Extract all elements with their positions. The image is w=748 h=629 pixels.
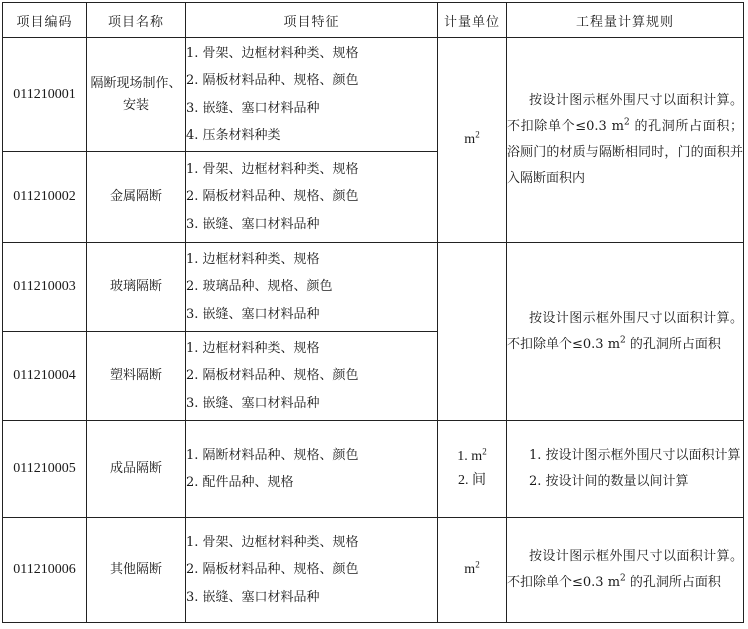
table-row: [3, 243, 744, 332]
item-features: [186, 38, 438, 152]
unit-line: 2. 间: [458, 473, 486, 488]
item-features: [186, 152, 438, 243]
table-row: [3, 518, 744, 623]
feature-line: 4. 压条材料种类: [186, 128, 281, 143]
item-name: 成品隔断: [87, 421, 186, 518]
item-name: 隔断现场制作、安装: [87, 38, 186, 152]
feature-line: 3. 嵌缝、塞口材料品种: [186, 100, 320, 116]
item-features: [186, 421, 438, 518]
feature-line: 1. 边框材料种类、规格: [186, 251, 320, 267]
item-name: 其他隔断: [87, 518, 186, 623]
table-row: [3, 38, 744, 152]
item-code: 011210003: [3, 243, 87, 332]
feature-line: 2. 隔板材料品种、规格、颜色: [186, 368, 359, 384]
unit-line: 1. $m^2$: [457, 446, 487, 464]
item-code: 011210006: [3, 518, 87, 623]
unit-cell: [438, 243, 507, 421]
rule-text: 按设计图示框外围尺寸以面积计算。不扣除单个≤0.3 $m^2$ 的孔洞所占面积；浴厕门的材质与隔断相同时，门的面积并入隔断面积内: [507, 93, 744, 186]
feature-line: 1. 骨架、边框材料种类、规格: [186, 534, 359, 550]
rule-line: 2. 按设计间的数量以间计算: [529, 474, 689, 489]
header-unit: 计量单位: [438, 3, 507, 38]
feature-line: 1. 隔断材料品种、规格、颜色: [186, 447, 359, 463]
header-row: [3, 3, 744, 38]
unit-cell: [438, 421, 507, 518]
unit-cell: $m^2$: [438, 518, 507, 623]
spec-table: [2, 2, 744, 623]
item-features: [186, 332, 438, 421]
rule-line: 1. 按设计图示框外围尺寸以面积计算: [529, 448, 741, 463]
feature-line: 3. 嵌缝、塞口材料品种: [186, 589, 320, 605]
rule-cell: [507, 518, 744, 623]
feature-line: 3. 嵌缝、塞口材料品种: [186, 306, 320, 322]
item-features: [186, 518, 438, 623]
feature-line: 2. 隔板材料品种、规格、颜色: [186, 189, 359, 205]
unit-base: m: [464, 132, 476, 147]
rule-text: 按设计图示框外围尺寸以面积计算。不扣除单个≤0.3 $m^2$ 的孔洞所占面积: [507, 310, 743, 352]
rule-cell: [507, 421, 744, 518]
rule-cell: [507, 243, 744, 421]
item-code: 011210005: [3, 421, 87, 518]
feature-line: 3. 嵌缝、塞口材料品种: [186, 395, 320, 411]
spec-table-container: [2, 2, 743, 622]
header-rule: 工程量计算规则: [507, 3, 744, 38]
feature-line: 2. 隔板材料品种、规格、颜色: [186, 562, 359, 578]
item-code: 011210002: [3, 152, 87, 243]
item-code: 011210004: [3, 332, 87, 421]
feature-line: 2. 玻璃品种、规格、颜色: [186, 279, 333, 295]
feature-line: 1. 边框材料种类、规格: [186, 340, 320, 356]
item-features: [186, 243, 438, 332]
feature-line: 2. 隔板材料品种、规格、颜色: [186, 73, 359, 88]
rule-text: 按设计图示框外围尺寸以面积计算。不扣除单个≤0.3 $m^2$ 的孔洞所占面积: [507, 549, 743, 590]
item-code: 011210001: [3, 38, 87, 152]
item-name: 塑料隔断: [87, 332, 186, 421]
feature-line: 1. 骨架、边框材料种类、规格: [186, 161, 359, 177]
unit-exponent: 2: [475, 129, 480, 140]
feature-line: 1. 骨架、边框材料种类、规格: [186, 45, 359, 61]
feature-line: 2. 配件品种、规格: [186, 475, 294, 490]
item-name: 金属隔断: [87, 152, 186, 243]
unit-cell: [438, 38, 507, 243]
header-features: 项目特征: [186, 3, 438, 38]
feature-line: 3. 嵌缝、塞口材料品种: [186, 216, 320, 232]
item-name: 玻璃隔断: [87, 243, 186, 332]
rule-cell: [507, 38, 744, 243]
header-code: 项目编码: [3, 3, 87, 38]
header-name: 项目名称: [87, 3, 186, 38]
table-row: [3, 421, 744, 518]
